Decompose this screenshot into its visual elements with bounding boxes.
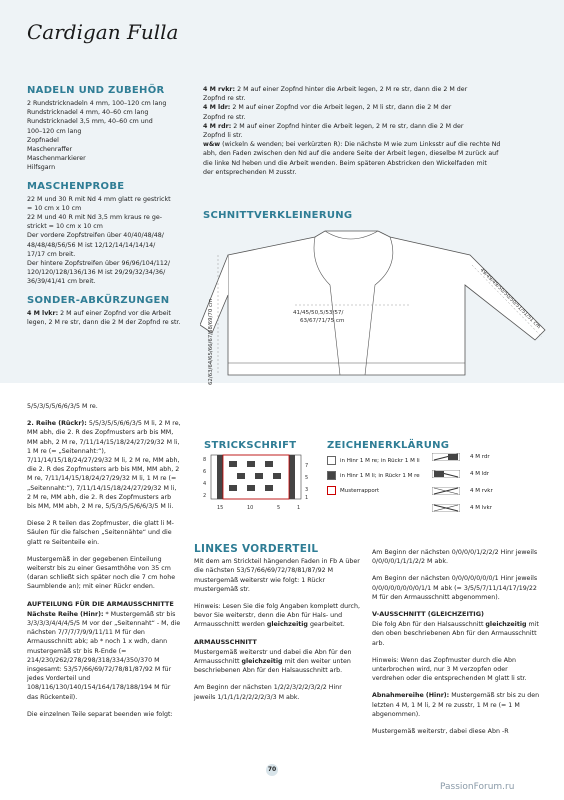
- sonder-line: [27, 318, 197, 327]
- text-run: Hinweis: Lesen Sie die folg Angaben komplett durch, bevor Sie weiterstr, denn die Abn für Hals- und Armausschnitt werden: [194, 603, 361, 629]
- row-text: 5/5/3/5/5/6/6/3/5 M li, 2 M re, MM abh, die 2. R des Zopfmusters arb bis MM, MM abh, 2 M re, 7/11/14/15/18/24/27/29/32 M li, 1 M re (= „Seitennaht:“), 7/11/14/15/18/24/27/29/32 M li, 2 M re, MM abh, die 2. R des Zopfmusters arb bis MM, MM abh, 2 M re, 7/11/14/15/18/24/27/29/32 M li, 1 M re (= „Seitennaht:“), 7/11/14/15/18/24/27/29/32 M li, 2 M re, MM abh, die 2. R des Zopfmusters arb bis MM, MM abh, 2 M re, 5/5/3/5/5/6/6/3/5 M li.: [27, 420, 181, 511]
- paragraph: [372, 620, 540, 648]
- legend-symbol-item: [432, 453, 542, 461]
- paragraph: [27, 419, 182, 511]
- nadeln-line: Maschenraffer: [27, 146, 73, 154]
- knitting-chart: [203, 453, 313, 515]
- sleeve-length-label: 49/49/49/50/50/50/51/51/51 cm: [478, 267, 542, 331]
- nadeln-heading: NADELN UND ZUBEHÖR: [27, 85, 165, 96]
- sonder-heading: SONDER-ABKÜRZUNGEN: [27, 294, 170, 306]
- nadeln-line: Zopfnadel: [27, 136, 59, 144]
- nadeln-line: 2 Rundstricknadeln 4 mm, 100–120 cm lang: [27, 100, 167, 107]
- legend-symbol-item: [432, 487, 542, 495]
- abbr-value: 2 M auf einer Zopfnd vor die Arbeit: [58, 309, 171, 317]
- abbr-line: [203, 122, 543, 131]
- abbr-value: der entsprechenden M zusstr.: [203, 168, 297, 176]
- purl-square-icon: [327, 471, 336, 480]
- row-label: 2. Reihe (Rückr):: [27, 420, 87, 428]
- chart-row-label: 3: [305, 487, 309, 493]
- maschenprobe-line: Der hintere Zopfstreifen über 96/96/104/112/: [27, 260, 171, 268]
- cable-rdr-icon: [432, 453, 460, 461]
- chart-purl-column: [217, 455, 223, 499]
- maschenprobe-line: Der vordere Zopfstreifen über 40/40/48/48/: [27, 232, 164, 240]
- paragraph: Hinweis: Wenn das Zopfmuster durch die Abn unterbrochen wird, nur 3 M verzopfen oder verdrehen oder die entsprechenden M glatt li str.: [372, 656, 527, 683]
- abbr-value: Zopfnd re str.: [203, 95, 246, 103]
- column-1-text: [27, 402, 182, 727]
- nadeln-line: 100–120 cm lang: [27, 127, 82, 135]
- abbr-value: 2 M auf einer Zopfnd vor die Arbeit legen, 2 M li str, dann die 2 M der: [230, 104, 452, 112]
- abbr-key: 4 M lvkr:: [27, 309, 59, 317]
- chart-cable-block: [237, 473, 245, 479]
- legend-text: Musterrapport: [340, 487, 380, 494]
- column-3-text: [372, 548, 540, 744]
- maschenprobe-line: 17/17 cm breit.: [27, 250, 76, 258]
- legend-heading: ZEICHENERKLÄRUNG: [327, 440, 450, 451]
- paragraph: Am Beginn der nächsten 1/2/2/3/2/2/3/2/2 Hinr jeweils 1/1/1/1/2/2/2/2/3/3 M abk.: [194, 684, 342, 701]
- section-heading: ARMAUSSCHNITT: [194, 637, 257, 646]
- abbr-line: [203, 168, 543, 177]
- row-label: Abnahmereihe (Hinr):: [372, 692, 450, 700]
- abbr-line: [203, 85, 543, 94]
- sonder-line: [27, 309, 197, 318]
- emphasis: gleichzeitig: [241, 658, 283, 666]
- maschenprobe-line: strickt = 10 cm x 10 cm: [27, 223, 103, 231]
- chart-cable-block: [273, 473, 281, 479]
- emphasis: gleichzeitig: [485, 621, 527, 629]
- legend-text: in Hinr 1 M re; in Rückr 1 M li: [340, 457, 420, 464]
- abbr-key: 4 M ldr:: [203, 104, 231, 112]
- width-label: 41/45/50,5/53/57/: [293, 310, 344, 316]
- column-2-text: [194, 545, 362, 710]
- abbr-value: legen, 2 M re str, dann die 2 M der Zopfnd re str.: [27, 318, 181, 326]
- chart-purl-column: [289, 455, 295, 499]
- maschenprobe-line: 22 M und 30 R mit Nd 4 mm glatt re gestrickt: [27, 195, 171, 203]
- section-heading: AUFTEILUNG FÜR DIE ARMAUSSCHNITTE: [27, 599, 174, 608]
- maschenprobe-heading: MASCHENPROBE: [27, 180, 125, 192]
- maschenprobe-list: [27, 195, 197, 287]
- width-label-2: 63/67/71/75 cm: [300, 318, 345, 324]
- legend-symbol-item: [432, 504, 542, 512]
- section-heading: V-AUSSCHNITT (GLEICHZEITIG): [372, 610, 485, 619]
- chart-row-label: 6: [203, 469, 207, 475]
- chart-cable-block: [229, 485, 237, 491]
- chart-cable-block: [255, 473, 263, 479]
- paragraph: Diese 2 R teilen das Zopfmuster, die glatt li M-Säulen für die falschen „Seitennähte“ und die glatt re Seitenteile ein.: [27, 520, 174, 546]
- section-heading: LINKES VORDERTEIL: [194, 543, 319, 555]
- cardigan-schematic: [200, 225, 550, 385]
- sonder-list: [27, 309, 197, 327]
- chart-cable-block: [247, 485, 255, 491]
- maschenprobe-line: 120/120/128/136/136 M ist 29/29/32/34/36/: [27, 269, 166, 277]
- abbr-value: (wickeln & wenden; bei verkürzten R): Die nächste M wie zum Linksstr auf die rechte Nd: [220, 141, 501, 149]
- cable-lvkr-icon: [432, 504, 460, 512]
- paragraph: Am Beginn der nächsten 0/0/0/0/1/2/2/2 Hinr jeweils 0/0/0/0/1/1/1/2/2 M abk.: [372, 549, 538, 566]
- abbr-key: 4 M rvkr:: [203, 86, 236, 93]
- abbr-value: Zopfnd re str.: [203, 113, 246, 121]
- legend-symbol-label: 4 M ldr: [470, 471, 490, 477]
- legend-symbol-label: 4 M rvkr: [470, 488, 493, 494]
- paragraph: 5/5/3/5/5/6/6/3/5 M re.: [27, 403, 98, 410]
- chart-row-label: 5: [305, 475, 309, 481]
- abbr-right-list: [203, 85, 543, 177]
- nadeln-list: [27, 99, 197, 173]
- legend-text: in Hinr 1 M li; in Rückr 1 M re: [340, 472, 420, 479]
- legend-symbol-label: 4 M lvkr: [470, 505, 492, 511]
- legend-symbols: [432, 453, 542, 518]
- abbr-value: die linke Nd heben und die Arbeit wenden. Beim späteren Abstricken den Wickelfaden mit: [203, 159, 487, 167]
- chart-row-label: 1: [305, 495, 309, 501]
- maschenprobe-line: = 10 cm x 10 cm: [27, 204, 82, 212]
- cable-ldr-icon: [432, 470, 460, 478]
- text-run: mit den weiter unten beschriebenen Abn für den Halsausschnitt arb.: [194, 658, 351, 675]
- paragraph: [372, 691, 540, 719]
- chart-col-label: 5: [277, 505, 281, 511]
- row-text: Mustergemäß str bis zu den letzten 4 M, 1 M li, 2 M re zusstr, 1 M re (= 1 M abgenommen).: [372, 692, 540, 718]
- watermark: PassionForum.ru: [440, 782, 515, 792]
- abbr-line: [203, 113, 543, 122]
- paragraph: Mustergemäß in der gegebenen Einteilung weiterstr bis zu einer Gesamthöhe von 35 cm (daran schließt sich später noch die 7 cm hohe Saumblende an); mit einer Rückr enden.: [27, 555, 176, 591]
- paragraph: [194, 602, 362, 630]
- text-run: Mustergemäß weiterstr und dabei die Abn für den Armausschnitt: [194, 648, 352, 666]
- chart-row-label: 7: [305, 463, 309, 469]
- chart-cable-block: [247, 461, 255, 467]
- schematic-left-sleeve: [200, 255, 228, 333]
- text-run: Die folg Abn für den Halsausschnitt: [372, 621, 486, 629]
- abbr-key: w&w: [203, 141, 221, 149]
- page-number: 70: [266, 764, 278, 776]
- legend-item: [327, 471, 427, 480]
- paragraph: Mustergemäß weiterstr, dabei diese Abn -R: [372, 728, 509, 736]
- abbr-line: [203, 159, 543, 168]
- paragraph: [194, 648, 362, 676]
- legend-symbol-item: [432, 470, 542, 478]
- strickschrift-heading: STRICKSCHRIFT: [204, 440, 297, 451]
- chart-row-label: 8: [203, 457, 207, 463]
- chart-cable-block: [229, 461, 237, 467]
- abbr-line: [203, 140, 543, 149]
- row-text: * Mustergemäß str bis 3/3/3/3/4/4/4/5/5 M vor der „Seitennaht“ - M, die nächsten 7/7/7/7/9/9/11/11 M für den Armausschnitt abk; ab * noch 1 x wdh, dann mustergemäß str bis R-Ende (= 214/230/262/278/298/318/334/350/370 M insgesamt: 53/57/66/69/72/78/81/87/92 M für jedes Vorderteil und 108/116/130/140/154/164/178/188/194 M für das Rückenteil).: [27, 610, 181, 701]
- cable-rvkr-icon: [432, 487, 460, 495]
- nadeln-line: Hilfsgarn: [27, 164, 56, 172]
- chart-cable-block: [265, 461, 273, 467]
- row-label: Nächste Reihe (Hinr):: [27, 610, 104, 618]
- chart-col-label: 15: [217, 505, 224, 511]
- chart-cable-block: [265, 485, 273, 491]
- nadeln-line: Rundstricknadel 3,5 mm, 40–60 cm und: [27, 118, 153, 126]
- maschenprobe-line: 36/39/41/41 cm breit.: [27, 278, 96, 286]
- abbr-value: Zopfnd li str.: [203, 132, 243, 140]
- legend-item: [327, 486, 427, 495]
- nadeln-line: Maschenmarkierer: [27, 155, 86, 163]
- repeat-square-icon: [327, 486, 336, 495]
- paragraph: Mit dem am Strickteil hängenden Faden in Fb A über die nächsten 53/57/66/69/72/78/81/87/92 M mustergemäß weiterstr wie folgt: 1 Rückr mustergemäß str.: [194, 558, 360, 593]
- abbr-line: [203, 131, 543, 140]
- height-label: 62/63/64/65/66/67/68/69/70 cm: [208, 298, 214, 385]
- abbr-value: 2 M auf einer Zopfnd hinter die Arbeit legen, 2 M re str, dann die 2 M der: [231, 122, 464, 130]
- chart-col-label: 1: [297, 505, 301, 511]
- nadeln-line: Rundstricknadel 4 mm, 40–60 cm lang: [27, 109, 149, 117]
- paragraph: Die einzelnen Teile separat beenden wie folgt:: [27, 710, 173, 718]
- legend-item: [327, 456, 427, 465]
- schematic-body: [228, 231, 545, 375]
- emphasis: gleichzeitig: [266, 621, 308, 629]
- abbr-line: [203, 103, 543, 112]
- legend-symbol-label: 4 M rdr: [470, 454, 490, 460]
- paragraph: Am Beginn der nächsten 0/0/0/0/0/0/0/1 Hinr jeweils 0/0/0/0/0/0/0/0/1/1 M abk (= 3/5/5/7/11/14/17/19/22 M für den Armausschnitt abgenommen).: [372, 575, 538, 601]
- maschenprobe-line: 48/48/48/56/56 M ist 12/12/14/14/14/14/: [27, 241, 156, 249]
- legend-list: [327, 456, 427, 501]
- abbr-value: abh, den Faden zwischen den Nd auf die andere Seite der Arbeit legen, dieselbe M zurück auf: [203, 150, 499, 158]
- text-run: gearbeitet.: [307, 621, 345, 629]
- abbr-key: 4 M rdr:: [203, 122, 232, 130]
- abbr-line: [203, 149, 543, 158]
- abbr-line: [203, 94, 543, 103]
- knit-square-icon: [327, 456, 336, 465]
- left-info-column: [27, 85, 197, 327]
- abbr-value: 2 M auf einer Zopfnd hinter die Arbeit legen, 2 M re str, dann die 2 M der: [235, 86, 468, 93]
- maschenprobe-line: 22 M und 40 R mit Nd 3,5 mm kraus re ge-: [27, 214, 163, 222]
- paragraph: [27, 610, 182, 702]
- chart-row-label: 2: [203, 493, 207, 499]
- chart-row-label: 4: [203, 481, 207, 487]
- page-title: Cardigan Fulla: [27, 20, 179, 44]
- text-run: mit den oben beschriebenen Abn für den Armausschnitt arb.: [372, 621, 539, 647]
- chart-col-label: 10: [247, 505, 254, 511]
- schnitt-heading: SCHNITTVERKLEINERUNG: [203, 210, 353, 221]
